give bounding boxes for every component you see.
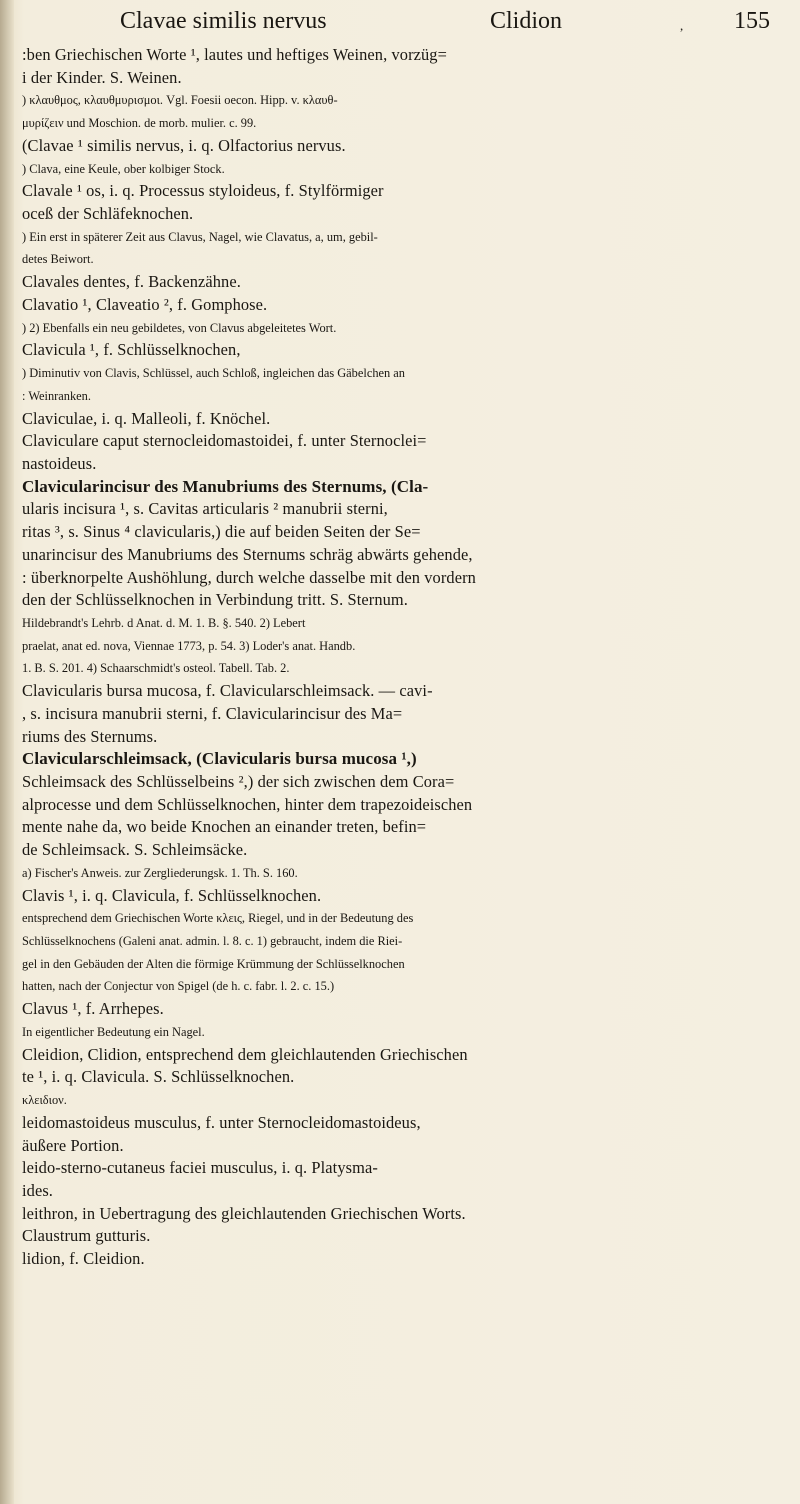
- text-line: den der Schlüsselknochen in Verbindung tritt. S. Sternum.: [22, 590, 408, 610]
- entry-line: Clavus ¹, f. Arrhepes.: [22, 999, 164, 1019]
- running-header: [60, 8, 770, 42]
- text-line: alprocesse und dem Schlüsselknochen, hinter dem trapezoideischen: [22, 794, 473, 814]
- text-line: mente nahe da, wo beide Knochen an einander treten, befin=: [22, 817, 427, 837]
- footnote-line: hatten, nach der Conjectur von Spigel (de h. c. fabr. l. 2. c. 15.): [22, 979, 335, 994]
- footnote-line: In eigentlicher Bedeutung ein Nagel.: [22, 1024, 205, 1039]
- entry-line: Clavicularschleimsack, (Clavicularis bursa mucosa ¹,): [22, 749, 417, 769]
- footnote-line: a) Fischer's Anweis. zur Zergliederungsk. 1. Th. S. 160.: [22, 865, 298, 880]
- footnote-line: entsprechend dem Griechischen Worte κλεις, Riegel, und in der Bedeutung des: [22, 911, 414, 926]
- footnote-line: gel in den Gebäuden der Alten die förmige Krümmung der Schlüsselknochen: [22, 956, 405, 971]
- entry-line: Clavicula ¹, f. Schlüsselknochen,: [22, 340, 241, 360]
- footnote-line: Hildebrandt's Lehrb. d Anat. d. M. 1. B. §. 540. 2) Lebert: [22, 615, 306, 630]
- footnote-line: : Weinranken.: [22, 388, 91, 403]
- text-line: Claustrum gutturis.: [22, 1226, 151, 1246]
- text-line: ides.: [22, 1180, 54, 1200]
- entry-line: Clavales dentes, f. Backenzähne.: [22, 272, 241, 292]
- text-line: nastoideus.: [22, 453, 97, 473]
- text-line: unarincisur des Manubriums des Sternums schräg abwärts gehende,: [22, 544, 473, 564]
- entry-line: Clavicularis bursa mucosa, f. Clavicularschleimsack. — cavi-: [22, 681, 433, 701]
- footnote-line: ) Clava, eine Keule, ober kolbiger Stock.: [22, 161, 225, 176]
- entry-line: Claviculare caput sternocleidomastoidei, f. unter Sternoclei=: [22, 431, 427, 451]
- entry-line: Claviculae, i. q. Malleoli, f. Knöchel.: [22, 408, 271, 428]
- footnote-line: ) 2) Ebenfalls ein neu gebildetes, von Clavus abgeleitetes Wort.: [22, 320, 337, 335]
- text-line: de Schleimsack. S. Schleimsäcke.: [22, 840, 248, 860]
- entry-line: Clavis ¹, i. q. Clavicula, f. Schlüsselknochen.: [22, 885, 322, 905]
- entry-line: Clavale ¹ os, i. q. Processus styloideus, f. Stylförmiger: [22, 181, 384, 201]
- entry-line: leidomastoideus musculus, f. unter Sternocleidomastoideus,: [22, 1112, 421, 1132]
- entry-line: leido-sterno-cutaneus faciei musculus, i. q. Platysma-: [22, 1158, 378, 1178]
- footnote-line: 1. B. S. 201. 4) Schaarschmidt's osteol. Tabell. Tab. 2.: [22, 661, 290, 676]
- entry-line: lidion, f. Cleidion.: [22, 1249, 145, 1269]
- text-line: äußere Portion.: [22, 1135, 124, 1155]
- header-mark: ,: [680, 18, 684, 33]
- dictionary-entries: [22, 44, 782, 1271]
- header-middle-title: Clidion: [490, 8, 563, 34]
- footnote-line: μυρίζειν und Moschion. de morb. mulier. c. 99.: [22, 116, 257, 131]
- text-line: :ben Griechischen Worte ¹, lautes und heftiges Weinen, vorzüg=: [22, 45, 447, 64]
- header-left-title: Clavae similis nervus: [120, 8, 327, 34]
- entry-line: Cleidion, Clidion, entsprechend dem gleichlautenden Griechischen: [22, 1044, 468, 1064]
- footnote-line: detes Beiwort.: [22, 252, 94, 267]
- text-line: i der Kinder. S. Weinen.: [22, 67, 182, 87]
- text-line: : überknorpelte Aushöhlung, durch welche dasselbe mit den vordern: [22, 567, 476, 587]
- entry-line: Clavatio ¹, Claveatio ², f. Gomphose.: [22, 294, 268, 314]
- footnote-line: Schlüsselknochens (Galeni anat. admin. l. 8. c. 1) gebraucht, indem die Riei-: [22, 934, 403, 949]
- binding-shadow: [0, 0, 14, 1504]
- text-line: te ¹, i. q. Clavicula. S. Schlüsselknochen.: [22, 1067, 295, 1087]
- text-line: oceß der Schläfeknochen.: [22, 204, 194, 224]
- text-line: ritas ³, s. Sinus ⁴ clavicularis,) die auf beiden Seiten der Se=: [22, 522, 421, 542]
- footnote-line: praelat, anat ed. nova, Viennae 1773, p. 54. 3) Loder's anat. Handb.: [22, 638, 356, 653]
- text-line: Schleimsack des Schlüsselbeins ²,) der sich zwischen dem Cora=: [22, 772, 455, 791]
- text-line: riums des Sternums.: [22, 726, 158, 746]
- footnote-line: ) κλαυθμος, κλαυθμυρισμοι. Vgl. Foesii oecon. Hipp. v. κλαυθ-: [22, 93, 338, 108]
- footnote-line: κλειδιον.: [22, 1093, 67, 1108]
- entry-line: leithron, in Uebertragung des gleichlautenden Griechischen Worts.: [22, 1203, 466, 1223]
- footnote-line: ) Diminutiv von Clavis, Schlüssel, auch Schloß, ingleichen das Gäbelchen an: [22, 366, 406, 381]
- page-number: 155: [734, 8, 770, 34]
- footnote-line: ) Ein erst in späterer Zeit aus Clavus, Nagel, wie Clavatus, a, um, gebil-: [22, 229, 378, 244]
- entry-line: Clavicularincisur des Manubriums des Sternums, (Cla-: [22, 476, 429, 496]
- text-line: , s. incisura manubrii sterni, f. Clavicularincisur des Ma=: [22, 703, 403, 723]
- text-line: ularis incisura ¹, s. Cavitas articularis ² manubrii sterni,: [22, 499, 388, 519]
- entry-line: (Clavae ¹ similis nervus, i. q. Olfactorius nervus.: [22, 135, 346, 155]
